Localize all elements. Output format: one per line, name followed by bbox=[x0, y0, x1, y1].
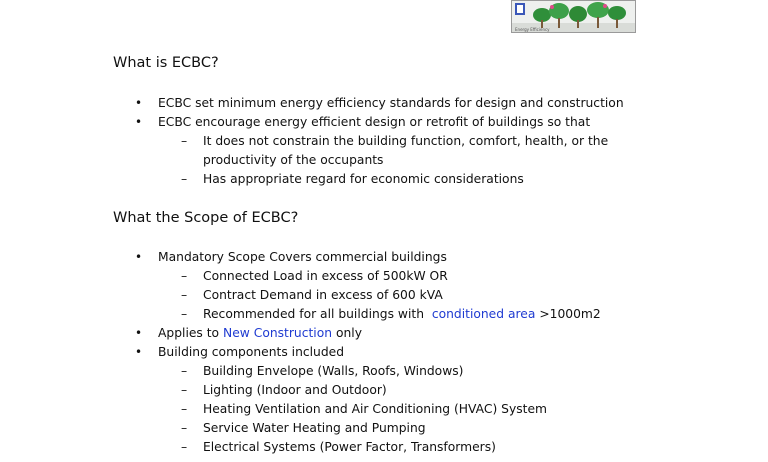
sub-list-item: Heating Ventilation and Air Conditioning (HVAC) System bbox=[203, 402, 548, 416]
sub-list-item: Connected Load in excess of 500kW OR bbox=[203, 269, 448, 283]
list-item-applies bbox=[158, 325, 362, 341]
dash-icon: – bbox=[181, 288, 188, 302]
recommended-text: Recommended for all buildings with bbox=[203, 307, 424, 321]
sub-list-item-continuation: productivity of the occupants bbox=[203, 153, 384, 167]
dash-icon: – bbox=[181, 440, 188, 454]
sub-list-item: Electrical Systems (Power Factor, Transformers) bbox=[203, 440, 496, 454]
logo-trees-image bbox=[512, 1, 636, 33]
dash-icon: – bbox=[181, 364, 188, 378]
sub-list-item: It does not constrain the building function, comfort, health, or the bbox=[203, 134, 609, 148]
sub-list-item-recommended bbox=[203, 306, 601, 322]
sub-list-item: Lighting (Indoor and Outdoor) bbox=[203, 383, 387, 397]
sub-list-item: Service Water Heating and Pumping bbox=[203, 421, 426, 435]
applies-text: Applies to bbox=[158, 326, 220, 340]
dash-icon: – bbox=[181, 383, 188, 397]
bullet-icon: • bbox=[135, 115, 143, 129]
dash-icon: – bbox=[181, 421, 188, 435]
logo-caption: Energy Efficiency bbox=[515, 27, 550, 32]
conditioned-area-link[interactable]: conditioned area bbox=[431, 307, 536, 321]
dash-icon: – bbox=[181, 307, 188, 321]
sub-list-item: Has appropriate regard for economic considerations bbox=[203, 172, 524, 186]
dash-icon: – bbox=[181, 172, 188, 186]
bullet-icon: • bbox=[135, 345, 143, 359]
bullet-icon: • bbox=[135, 250, 143, 264]
sub-list-item: Contract Demand in excess of 600 kVA bbox=[203, 288, 443, 302]
bullet-icon: • bbox=[135, 326, 143, 340]
section-heading-what-is: What is ECBC? bbox=[113, 55, 219, 71]
section-heading-scope: What the Scope of ECBC? bbox=[113, 210, 299, 226]
new-construction-link[interactable]: New Construction bbox=[223, 326, 333, 340]
sub-list-item: Building Envelope (Walls, Roofs, Windows) bbox=[203, 364, 464, 378]
bullet-icon: • bbox=[135, 96, 143, 110]
list-item: ECBC encourage energy efficient design or retrofit of buildings so that bbox=[158, 115, 591, 129]
ecbc-logo bbox=[511, 0, 636, 33]
dash-icon: – bbox=[181, 134, 188, 148]
list-item: Building components included bbox=[158, 345, 345, 359]
recommended-suffix: >1000m2 bbox=[539, 307, 601, 321]
list-item: ECBC set minimum energy efficiency standards for design and construction bbox=[158, 96, 624, 110]
dash-icon: – bbox=[181, 402, 188, 416]
applies-suffix: only bbox=[335, 326, 362, 340]
list-item: Mandatory Scope Covers commercial buildings bbox=[158, 250, 447, 264]
dash-icon: – bbox=[181, 269, 188, 283]
